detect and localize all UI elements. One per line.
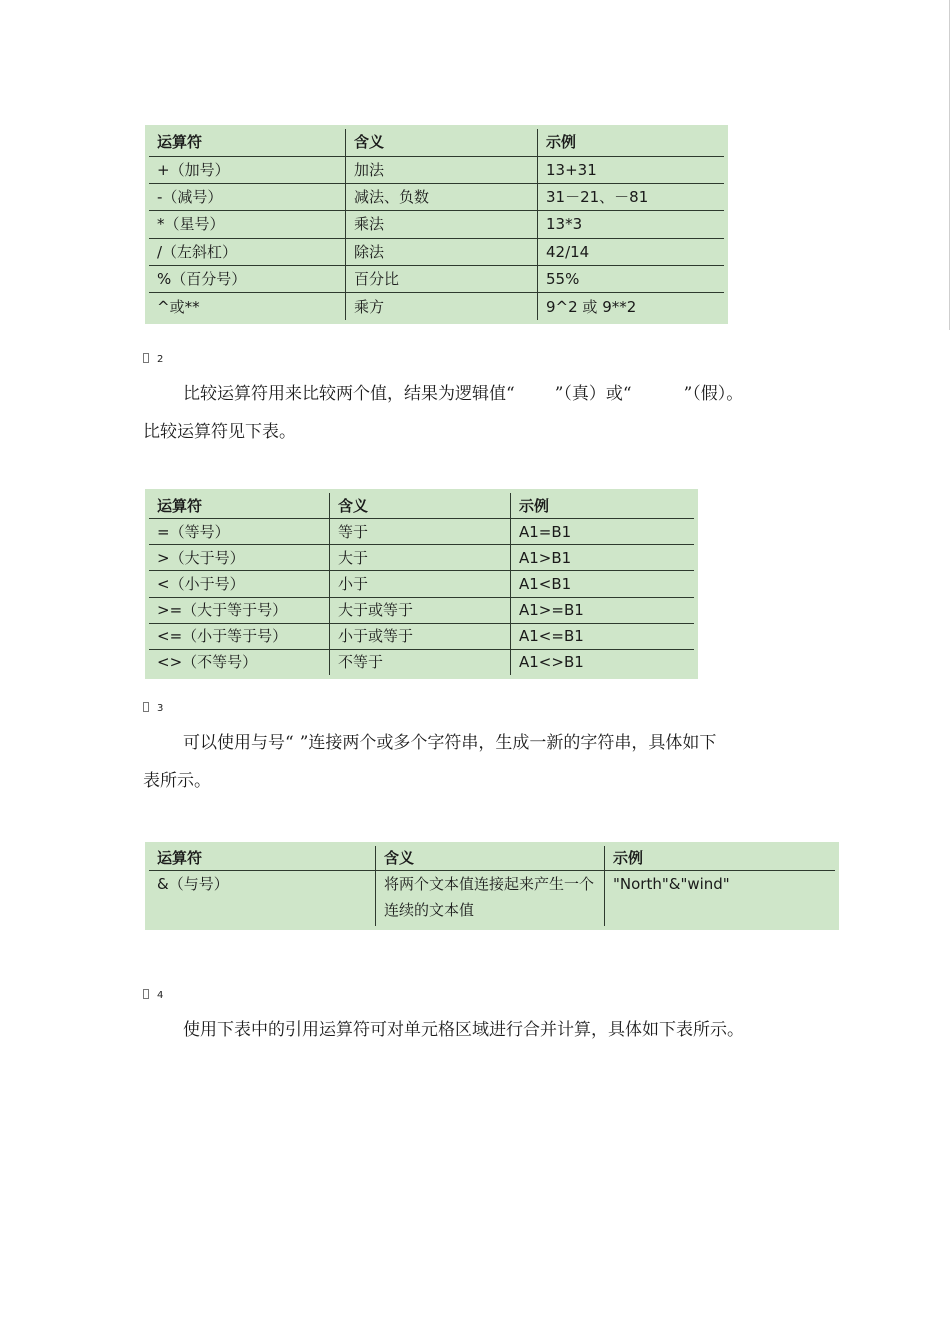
- table-header-row: [147, 491, 696, 519]
- table-row: [147, 266, 726, 293]
- table-row: [147, 293, 726, 322]
- example-cell: 55%: [538, 266, 727, 293]
- operator-cell: ^或**: [147, 293, 346, 322]
- meaning-cell: 将两个文本值连接起来产生一个连续的文本值: [376, 871, 605, 929]
- paragraph-text: 使用下表中的引用运算符可对单元格区域进行合并计算，具体如下表所示。: [183, 1020, 744, 1040]
- operator-cell: &（与号）: [147, 871, 376, 929]
- bullet-glyph-icon: [143, 702, 149, 712]
- column-header: 示例: [511, 491, 697, 519]
- example-cell: 9^2 或 9**2: [538, 293, 727, 322]
- example-cell: A1<>B1: [511, 649, 697, 677]
- bullet-glyph-icon: [143, 353, 149, 363]
- section-heading-4: [143, 989, 163, 1001]
- paragraph-text: 比较运算符见下表。: [143, 422, 296, 442]
- operator-cell: >=（大于等于号）: [147, 597, 330, 623]
- comparison-operators-table: [145, 489, 698, 679]
- table-row: [147, 871, 837, 929]
- operator-cell: =（等号）: [147, 519, 330, 545]
- section-number: 4: [157, 990, 164, 1001]
- section-number: 2: [157, 354, 164, 365]
- section-number: 3: [157, 703, 164, 714]
- meaning-cell: 小于: [330, 571, 511, 597]
- meaning-cell: 乘方: [346, 293, 538, 322]
- meaning-cell: 除法: [346, 238, 538, 265]
- meaning-cell: 小于或等于: [330, 623, 511, 649]
- table-header-row: [147, 844, 837, 871]
- operator-cell: <（小于号）: [147, 571, 330, 597]
- reference-intro-paragraph: [143, 1011, 823, 1049]
- paragraph-text: 表所示。: [143, 771, 211, 791]
- example-cell: A1>=B1: [511, 597, 697, 623]
- operator-cell: >（大于号）: [147, 545, 330, 571]
- comparison-intro-paragraph: [143, 375, 823, 451]
- table-row: [147, 183, 726, 210]
- meaning-cell: 大于或等于: [330, 597, 511, 623]
- operator-cell: <>（不等号）: [147, 649, 330, 677]
- example-cell: A1=B1: [511, 519, 697, 545]
- meaning-cell: 减法、负数: [346, 183, 538, 210]
- column-header: 示例: [605, 844, 838, 871]
- example-cell: 42/14: [538, 238, 727, 265]
- table-header-row: [147, 127, 726, 156]
- column-header: 运算符: [147, 844, 376, 871]
- column-header: 含义: [330, 491, 511, 519]
- column-header: 运算符: [147, 127, 346, 156]
- meaning-cell: 大于: [330, 545, 511, 571]
- operator-cell: /（左斜杠）: [147, 238, 346, 265]
- text-operator-table: [145, 842, 839, 930]
- table-row: [147, 649, 696, 677]
- column-header: 含义: [346, 127, 538, 156]
- column-header: 示例: [538, 127, 727, 156]
- example-cell: 13*3: [538, 211, 727, 238]
- paragraph-text: ”连接两个或多个字符串，生成一新的字符串，具体如下: [299, 733, 717, 753]
- table-row: [147, 519, 696, 545]
- table-row: [147, 597, 696, 623]
- column-header: 含义: [376, 844, 605, 871]
- table-row: [147, 545, 696, 571]
- operator-cell: <=（小于等于号）: [147, 623, 330, 649]
- meaning-cell: 等于: [330, 519, 511, 545]
- example-cell: A1<B1: [511, 571, 697, 597]
- operator-cell: *（星号）: [147, 211, 346, 238]
- bullet-glyph-icon: [143, 989, 149, 999]
- table-row: [147, 156, 726, 183]
- paragraph-text: ”（假）。: [683, 384, 744, 404]
- meaning-cell: 百分比: [346, 266, 538, 293]
- paragraph-text: ”（真）或“: [554, 384, 632, 404]
- section-heading-2: [143, 353, 163, 365]
- table-row: [147, 238, 726, 265]
- concatenation-intro-paragraph: [143, 724, 823, 800]
- meaning-cell: 乘法: [346, 211, 538, 238]
- section-heading-3: [143, 702, 163, 714]
- column-header: 运算符: [147, 491, 330, 519]
- table-row: [147, 623, 696, 649]
- example-cell: "North"&"wind": [605, 871, 838, 929]
- example-cell: 31－21、－81: [538, 183, 727, 210]
- arithmetic-operators-table: [145, 125, 728, 324]
- example-cell: A1>B1: [511, 545, 697, 571]
- example-cell: 13+31: [538, 156, 727, 183]
- operator-cell: %（百分号）: [147, 266, 346, 293]
- operator-cell: +（加号）: [147, 156, 346, 183]
- example-cell: A1<=B1: [511, 623, 697, 649]
- meaning-cell: 加法: [346, 156, 538, 183]
- meaning-cell: 不等于: [330, 649, 511, 677]
- paragraph-text: 可以使用与号“: [183, 733, 294, 753]
- table-row: [147, 211, 726, 238]
- operator-cell: -（减号）: [147, 183, 346, 210]
- table-row: [147, 571, 696, 597]
- paragraph-text: 比较运算符用来比较两个值，结果为逻辑值“: [183, 384, 515, 404]
